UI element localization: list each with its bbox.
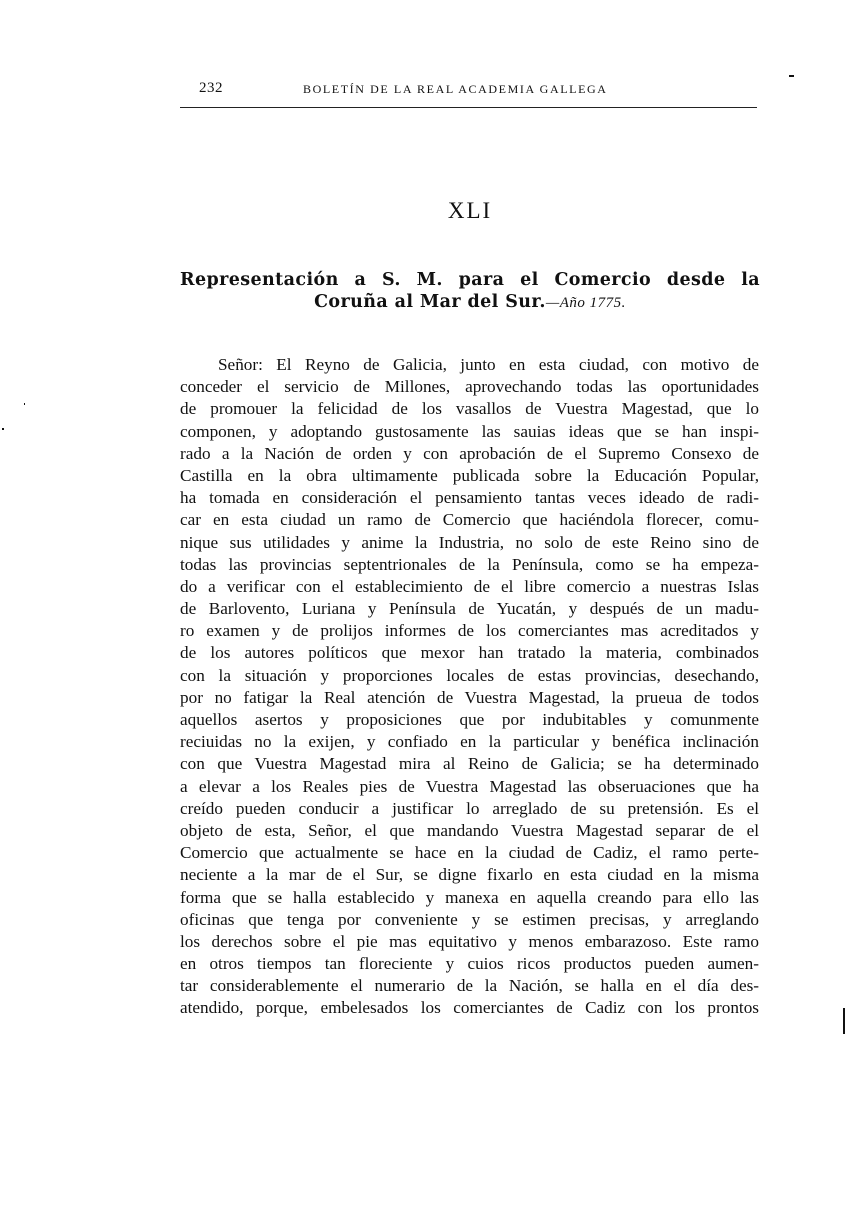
text-line: rado a la Nación de orden y con aprobación de el Supremo Consexo de (180, 443, 759, 463)
text-line: neciente a la mar de el Sur, se digne fixarlo en esta ciudad en la misma (180, 865, 759, 885)
text-line: creído pueden conducir a justificar lo arreglado de su pretensión. Es el (180, 798, 759, 818)
text-line: con que Vuestra Magestad mira al Reino de Galicia; se ha determinado (180, 754, 759, 774)
text-line: de promouer la felicidad de los vasallos de Vuestra Magestad, que lo (180, 399, 759, 419)
text-line: ro examen y de prolijos informes de los comerciantes mas acreditados y (180, 621, 759, 641)
text-line: componen, y adoptando gustosamente las sauias ideas que se han inspi- (180, 421, 759, 441)
text-line: car en esta ciudad un ramo de Comercio que haciéndola florecer, comu- (180, 510, 759, 530)
text-line: de los autores políticos que mexor han tratado la materia, combinados (180, 643, 759, 663)
text-line: aquellos asertos y proposiciones que por indubitables y comunmente (180, 710, 759, 729)
text-line: los derechos sobre el pie mas equitativo y menos embarazoso. Este ramo (180, 931, 759, 951)
text-line: ha tomada en consideración el pensamiento tantas veces ideado de radi- (180, 488, 759, 508)
text-line: Comercio que actualmente se hace en la ciudad de Cadiz, el ramo perte- (180, 843, 759, 863)
text-line: reciuidas no la exijen, y confiado en la particular y benéfica inclinación (180, 732, 759, 752)
text-line: atendido, porque, embelesados los comerciantes de Cadiz con los prontos (180, 998, 759, 1018)
document-title-line-2 (180, 291, 760, 314)
text-line: tar considerablemente el numerario de la Nación, se halla en el día des- (180, 976, 759, 996)
text-line: forma que se halla establecido y manexa en aquella creando para ello las (180, 887, 759, 907)
text-line: Señor: El Reyno de Galicia, junto en esta ciudad, con motivo de (218, 355, 759, 374)
scan-artifact-mark (843, 1008, 845, 1034)
text-line: conceder el servicio de Millones, aprovechando todas las oportunidades (180, 377, 759, 397)
text-line: por no fatigar la Real atención de Vuestra Magestad, la prueua de todos (180, 687, 759, 707)
text-line: oficinas que tenga por conveniente y se estimen precisas, y arreglando (180, 909, 759, 929)
text-line: do a verificar con el establecimiento de el libre comercio a nuestras Islas (180, 576, 759, 596)
document-title-line-2-text: Coruña al Mar del Sur. (314, 292, 546, 312)
chapter-number: XLI (447, 198, 493, 223)
text-line: en otros tiempos tan floreciente y cuios ricos productos pueden aumen- (180, 954, 759, 974)
journal-title: BOLETÍN DE LA REAL ACADEMIA GALLEGA (303, 82, 608, 96)
text-line: Castilla en la obra ultimamente publicada sobre la Educación Popular, (180, 465, 759, 485)
title-dash: — (545, 295, 560, 311)
document-title-line-1: Representación a S. M. para el Comercio desde la (180, 270, 760, 290)
text-line: todas las provincias septentrionales de la Península, como se ha empeza- (180, 554, 759, 574)
document-title (180, 269, 760, 314)
page-number: 232 (199, 80, 223, 96)
text-line: nique sus utilidades y anime la Industria, no solo de este Reino sino de (180, 532, 759, 552)
header-rule (180, 107, 757, 108)
scan-artifact-mark (24, 403, 25, 405)
body-paragraph (180, 354, 759, 1020)
text-line: a elevar a los Reales pies de Vuestra Magestad las obseruaciones que ha (180, 776, 759, 796)
scan-artifact-mark (789, 75, 794, 77)
text-line: objeto de esta, Señor, el que mandando Vuestra Magestad separar de el (180, 820, 759, 840)
scan-artifact-mark (2, 428, 4, 430)
running-head (199, 80, 758, 102)
document-year: Año 1775. (559, 295, 626, 311)
text-line: de Barlovento, Luriana y Península de Yucatán, y después de un madu- (180, 599, 759, 619)
text-line: con la situación y proporciones locales de estas provincias, desechando, (180, 665, 759, 685)
